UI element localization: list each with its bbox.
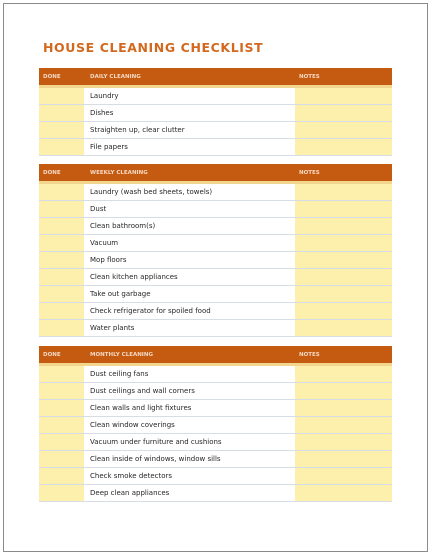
task-column-header: WEEKLY CLEANING [84,164,295,183]
table-row [39,468,392,485]
checklist-section [39,164,392,337]
done-checkbox-cell[interactable] [39,183,84,201]
table-row [39,183,392,201]
done-checkbox-cell[interactable] [39,218,84,235]
notes-cell[interactable] [295,365,392,383]
checklist-section [39,68,392,156]
notes-column-header: NOTES [295,164,392,183]
table-row [39,218,392,235]
done-checkbox-cell[interactable] [39,303,84,320]
table-row [39,451,392,468]
done-checkbox-cell[interactable] [39,468,84,485]
done-checkbox-cell[interactable] [39,417,84,434]
task-cell: Clean inside of windows, window sills [84,451,295,468]
notes-cell[interactable] [295,303,392,320]
notes-cell[interactable] [295,400,392,417]
table-row [39,235,392,252]
done-checkbox-cell[interactable] [39,434,84,451]
task-cell: Deep clean appliances [84,485,295,502]
done-checkbox-cell[interactable] [39,201,84,218]
notes-cell[interactable] [295,235,392,252]
done-checkbox-cell[interactable] [39,383,84,400]
task-cell: File papers [84,139,295,156]
table-row [39,269,392,286]
table-row [39,485,392,502]
done-checkbox-cell[interactable] [39,451,84,468]
table-row [39,417,392,434]
task-cell: Laundry [84,87,295,105]
table-row [39,105,392,122]
done-checkbox-cell[interactable] [39,400,84,417]
task-cell: Clean window coverings [84,417,295,434]
table-row [39,139,392,156]
done-column-header: DONE [39,346,84,365]
notes-cell[interactable] [295,451,392,468]
task-cell: Dust ceiling fans [84,365,295,383]
done-checkbox-cell[interactable] [39,269,84,286]
task-cell: Clean bathroom(s) [84,218,295,235]
page-title: HOUSE CLEANING CHECKLIST [43,40,264,55]
task-cell: Check smoke detectors [84,468,295,485]
notes-cell[interactable] [295,286,392,303]
notes-cell[interactable] [295,201,392,218]
done-column-header: DONE [39,164,84,183]
notes-cell[interactable] [295,139,392,156]
done-checkbox-cell[interactable] [39,87,84,105]
task-cell: Water plants [84,320,295,337]
notes-cell[interactable] [295,417,392,434]
task-cell: Mop floors [84,252,295,269]
task-cell: Clean walls and light fixtures [84,400,295,417]
notes-cell[interactable] [295,485,392,502]
task-cell: Take out garbage [84,286,295,303]
done-checkbox-cell[interactable] [39,139,84,156]
notes-cell[interactable] [295,252,392,269]
done-checkbox-cell[interactable] [39,365,84,383]
done-checkbox-cell[interactable] [39,320,84,337]
table-row [39,252,392,269]
task-cell: Dust [84,201,295,218]
notes-cell[interactable] [295,183,392,201]
section-header-row [39,68,392,87]
notes-column-header: NOTES [295,68,392,87]
notes-column-header: NOTES [295,346,392,365]
task-cell: Dust ceilings and wall corners [84,383,295,400]
task-cell: Clean kitchen appliances [84,269,295,286]
notes-cell[interactable] [295,320,392,337]
done-checkbox-cell[interactable] [39,286,84,303]
task-cell: Check refrigerator for spoiled food [84,303,295,320]
notes-cell[interactable] [295,122,392,139]
notes-cell[interactable] [295,269,392,286]
done-checkbox-cell[interactable] [39,122,84,139]
table-row [39,320,392,337]
table-row [39,303,392,320]
done-checkbox-cell[interactable] [39,235,84,252]
notes-cell[interactable] [295,87,392,105]
notes-cell[interactable] [295,468,392,485]
task-cell: Dishes [84,105,295,122]
table-row [39,434,392,451]
done-column-header: DONE [39,68,84,87]
task-cell: Straighten up, clear clutter [84,122,295,139]
section-header-row [39,346,392,365]
task-cell: Laundry (wash bed sheets, towels) [84,183,295,201]
table-row [39,87,392,105]
task-column-header: MONTHLY CLEANING [84,346,295,365]
done-checkbox-cell[interactable] [39,252,84,269]
done-checkbox-cell[interactable] [39,485,84,502]
task-cell: Vacuum [84,235,295,252]
notes-cell[interactable] [295,383,392,400]
notes-cell[interactable] [295,105,392,122]
table-row [39,201,392,218]
table-row [39,383,392,400]
task-cell: Vacuum under furniture and cushions [84,434,295,451]
section-header-row [39,164,392,183]
table-row [39,286,392,303]
notes-cell[interactable] [295,218,392,235]
table-row [39,365,392,383]
done-checkbox-cell[interactable] [39,105,84,122]
notes-cell[interactable] [295,434,392,451]
table-row [39,122,392,139]
table-row [39,400,392,417]
checklist-section [39,346,392,502]
task-column-header: DAILY CLEANING [84,68,295,87]
